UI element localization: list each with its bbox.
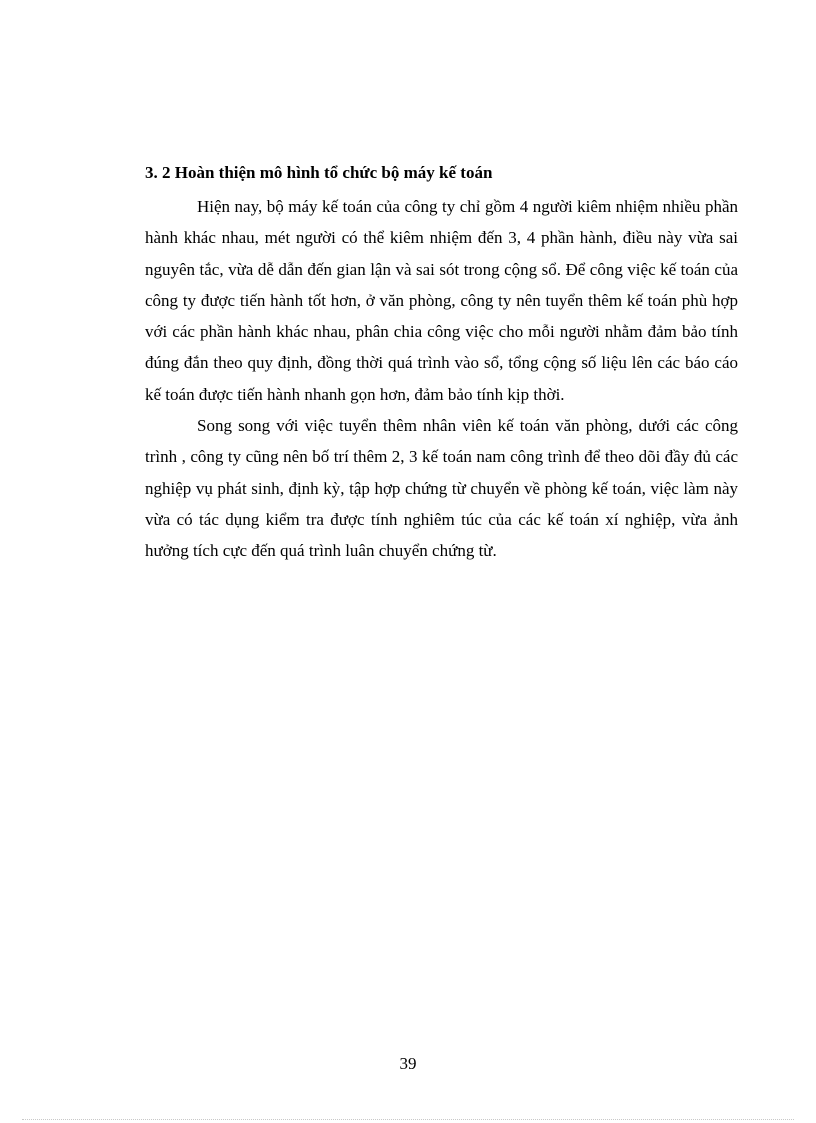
paragraph-1: Hiện nay, bộ máy kế toán của công ty chỉ gồm 4 người kiêm nhiệm nhiều phần hành khác nhau, mét người có thể kiêm nhiệm đến 3, 4 phần hành, điều này vừa sai nguyên tắc, vừa dễ dẫn đến gian lận và sai sót trong cộng sổ. Để công việc kế toán của công ty được tiến hành tốt hơn, ở văn phòng, công ty nên tuyển thêm kế toán phù hợp với các phần hành khác nhau, phân chia công việc cho mỗi người nhằm đảm bảo tính đúng đắn theo quy định, đồng thời quá trình vào sổ, tổng cộng số liệu lên các báo cáo kế toán được tiến hành nhanh gọn hơn, đảm bảo tính kịp thời.: [145, 197, 738, 404]
page-bottom-divider: [22, 1119, 794, 1120]
page-content: [145, 161, 738, 567]
paragraph-2: Song song với việc tuyển thêm nhân viên kế toán văn phòng, dưới các công trình , công ty cũng nên bố trí thêm 2, 3 kế toán nam công trình để theo dõi đầy đủ các nghiệp vụ phát sinh, định kỳ, tập hợp chứng từ chuyển về phòng kế toán, việc làm này vừa có tác dụng kiểm tra được tính nghiêm túc của các kế toán xí nghiệp, vừa ảnh hưởng tích cực đến quá trình luân chuyển chứng từ.: [145, 416, 738, 561]
section-heading: 3. 2 Hoàn thiện mô hình tổ chức bộ máy kế toán: [145, 163, 493, 182]
page-number: 39: [399, 1054, 417, 1073]
